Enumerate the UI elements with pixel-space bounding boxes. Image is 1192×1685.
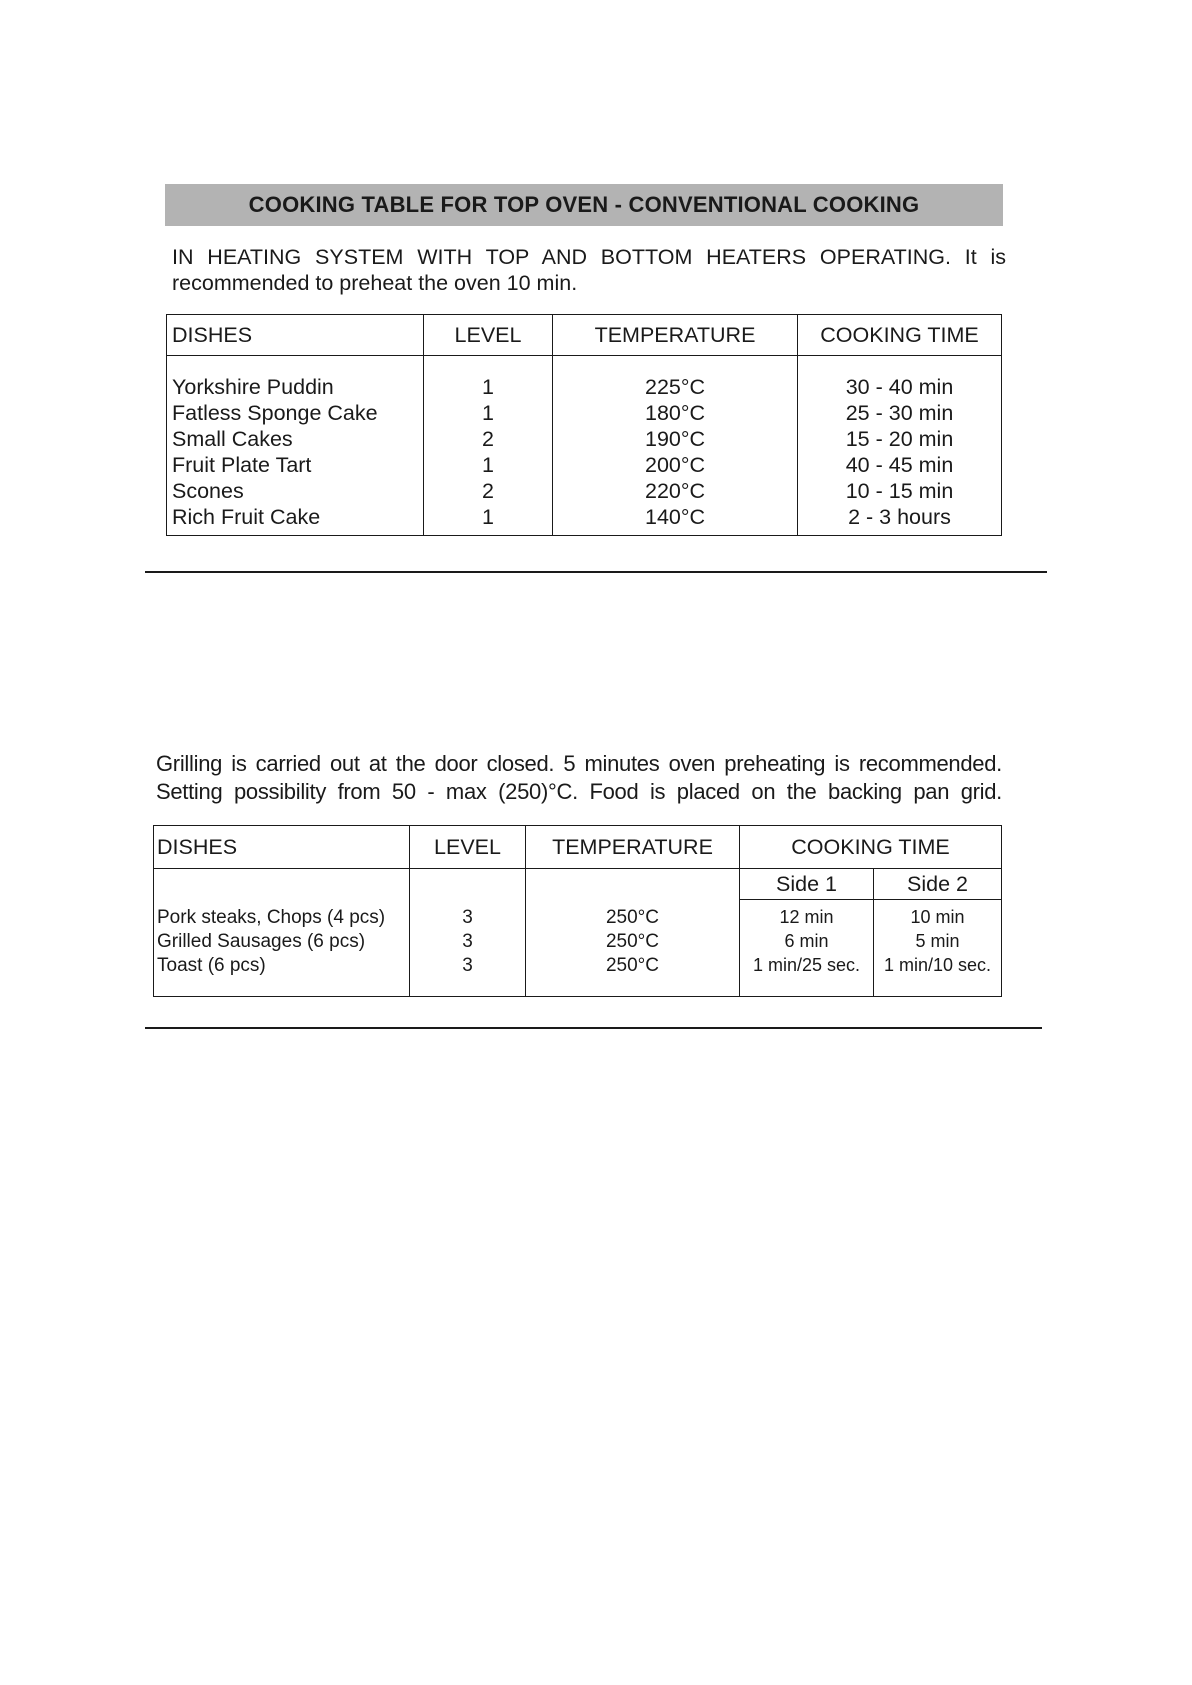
side-2-cell: 1 min/10 sec.: [883, 955, 992, 975]
dish-cell: Fatless Sponge Cake: [172, 401, 378, 425]
dish-cell: Grilled Sausages (6 pcs): [157, 931, 366, 952]
temperature-cell: 250°C: [605, 955, 660, 976]
side-2-column: [874, 900, 1002, 997]
level-cell: 3: [462, 955, 473, 976]
grilling-table: [153, 825, 1002, 997]
temperature-cell: 200°C: [645, 453, 705, 477]
side-2-cell: 5 min: [915, 931, 960, 951]
cooking-time-cell: 2 - 3 hours: [848, 505, 951, 529]
temperature-column: [553, 356, 798, 536]
side-1-cell: 12 min: [779, 907, 834, 927]
top-oven-intro: [172, 244, 1006, 296]
temperature-cell: 190°C: [645, 427, 705, 451]
level-cell: 3: [462, 907, 473, 928]
level-cell: 2: [482, 479, 494, 503]
level-cell: 1: [482, 401, 494, 425]
header-cooking-time: COOKING TIME: [798, 315, 1002, 356]
header-side-1: Side 1: [740, 869, 874, 900]
cooking-time-cell: 15 - 20 min: [845, 427, 954, 451]
dish-cell: Toast (6 pcs): [157, 955, 266, 976]
dish-cell: Rich Fruit Cake: [172, 505, 321, 529]
cooking-time-column: [798, 356, 1002, 536]
header-cooking-time: COOKING TIME: [740, 826, 1002, 869]
dish-cell: Yorkshire Puddin: [172, 375, 334, 399]
side-1-column: [740, 900, 874, 997]
grilling-intro: [156, 750, 1002, 806]
dishes-column: [154, 869, 410, 997]
table-body-row: [154, 869, 1002, 900]
table-header-row: [167, 315, 1002, 356]
header-temperature: TEMPERATURE: [526, 826, 740, 869]
side-1-cell: 1 min/25 sec.: [752, 955, 861, 975]
side-2-cell: 10 min: [910, 907, 965, 927]
cooking-time-cell: 25 - 30 min: [845, 401, 954, 425]
cooking-time-cell: 30 - 40 min: [845, 375, 954, 399]
top-oven-intro-line-1: IN HEATING SYSTEM WITH TOP AND BOTTOM HEATERS OPERATING. It is: [172, 245, 1006, 269]
dish-cell: Small Cakes: [172, 427, 293, 451]
top-oven-intro-line-2: recommended to preheat the oven 10 min.: [172, 271, 578, 295]
temperature-column: [526, 869, 740, 997]
level-cell: 3: [462, 931, 473, 952]
header-level: LEVEL: [410, 826, 526, 869]
level-cell: 1: [482, 453, 494, 477]
temperature-cell: 250°C: [605, 931, 660, 952]
top-oven-cooking-table: [166, 314, 1002, 536]
table-body-row: [167, 356, 1002, 536]
temperature-cell: 250°C: [605, 907, 660, 928]
dishes-column: [167, 356, 424, 536]
level-cell: 1: [482, 505, 494, 529]
level-column: [424, 356, 553, 536]
header-level: LEVEL: [424, 315, 553, 356]
section-divider: [145, 1027, 1042, 1029]
grilling-intro-line-2: Setting possibility from 50 - max (250)°C. Food is placed on the backing pan grid.: [156, 779, 1002, 804]
grilling-intro-line-1: Grilling is carried out at the door closed. 5 minutes oven preheating is recommended.: [156, 751, 1002, 776]
dish-cell: Pork steaks, Chops (4 pcs): [157, 907, 386, 928]
header-dishes: DISHES: [167, 315, 424, 356]
level-cell: 1: [482, 375, 494, 399]
dish-cell: Fruit Plate Tart: [172, 453, 312, 477]
temperature-cell: 140°C: [645, 505, 705, 529]
table-header-row: [154, 826, 1002, 869]
level-cell: 2: [482, 427, 494, 451]
header-temperature: TEMPERATURE: [553, 315, 798, 356]
temperature-cell: 220°C: [645, 479, 705, 503]
header-dishes: DISHES: [154, 826, 410, 869]
dish-cell: Scones: [172, 479, 244, 503]
top-oven-table-banner: COOKING TABLE FOR TOP OVEN - CONVENTIONAL COOKING: [165, 184, 1003, 226]
level-column: [410, 869, 526, 997]
side-1-cell: 6 min: [784, 931, 829, 951]
section-divider: [145, 571, 1047, 573]
cooking-time-cell: 40 - 45 min: [845, 453, 954, 477]
temperature-cell: 225°C: [645, 375, 705, 399]
temperature-cell: 180°C: [645, 401, 705, 425]
header-side-2: Side 2: [874, 869, 1002, 900]
cooking-time-cell: 10 - 15 min: [845, 479, 954, 503]
